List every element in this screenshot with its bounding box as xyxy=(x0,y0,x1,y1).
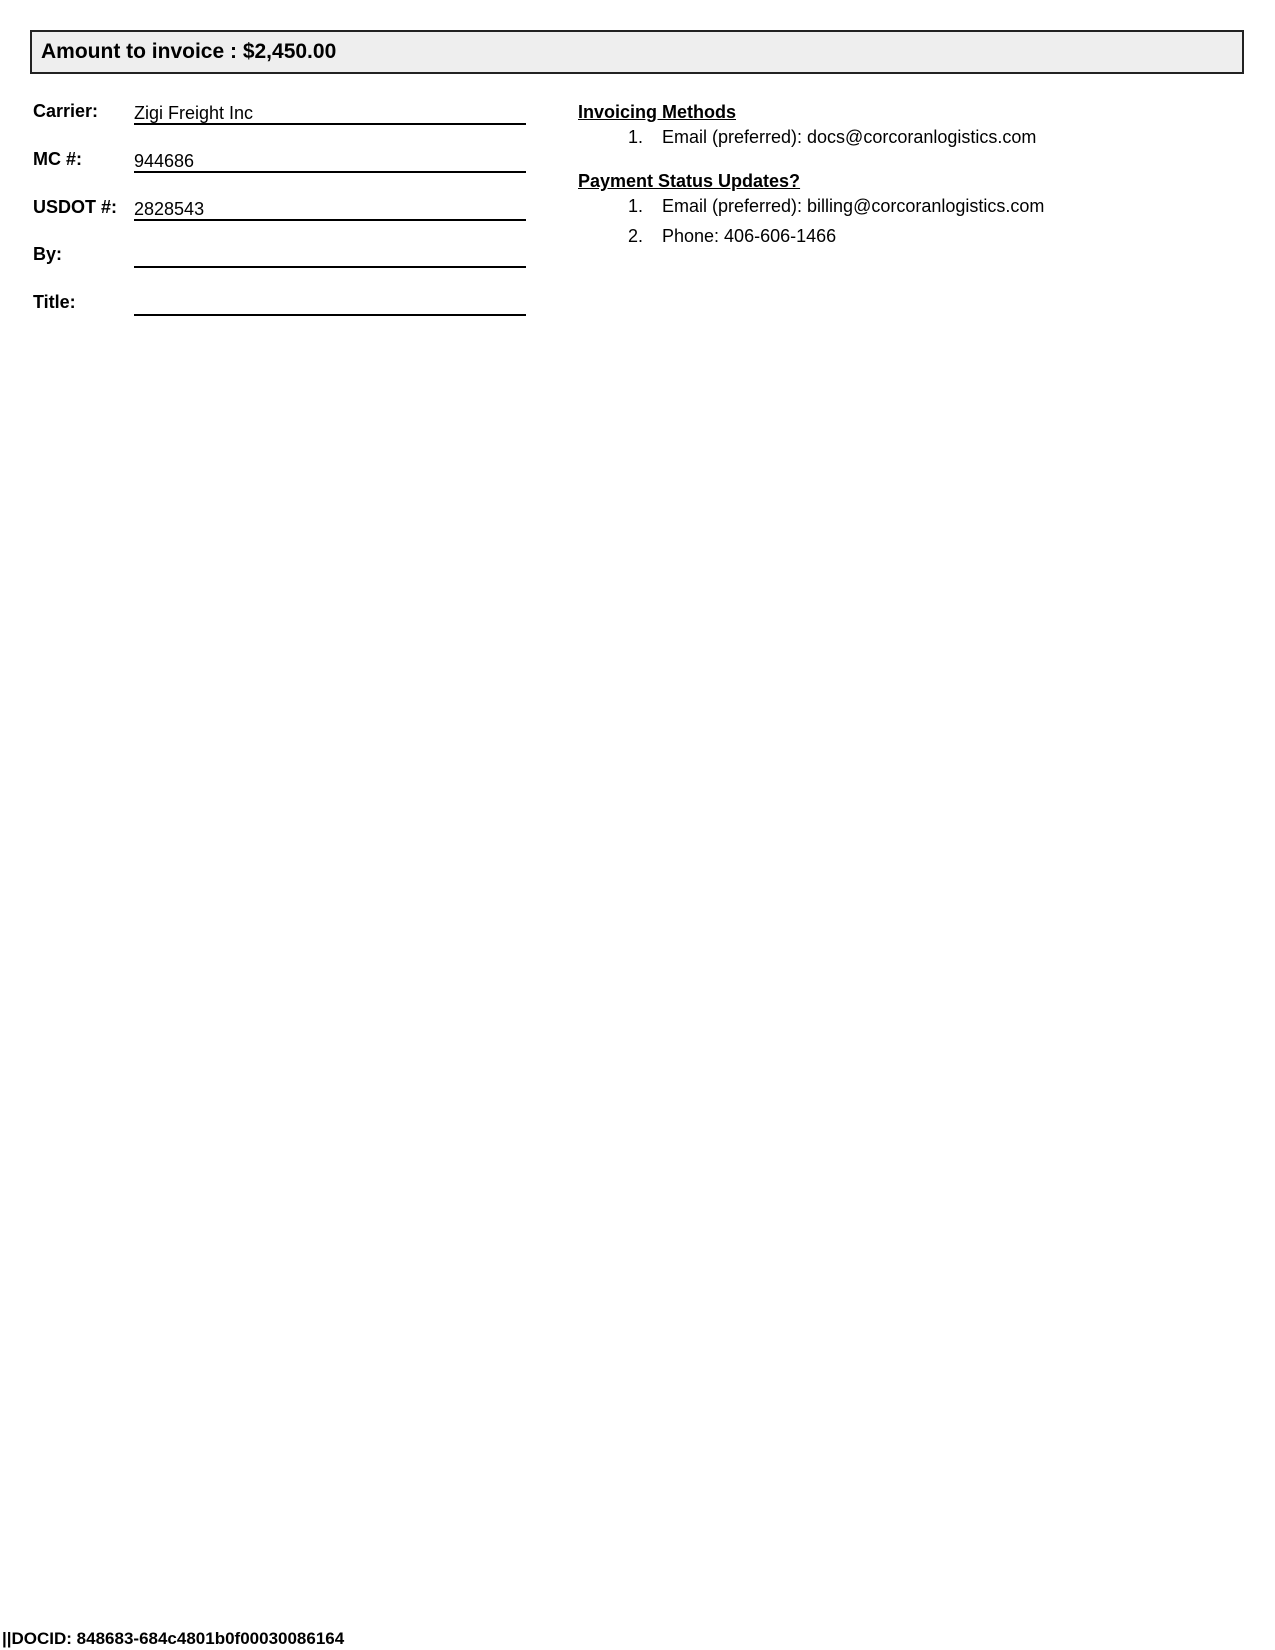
mc-number-label: MC #: xyxy=(33,149,82,169)
document-id-footer: ||DOCID: 848683-684c4801b0f00030086164 xyxy=(2,1629,345,1648)
by-field[interactable] xyxy=(134,244,526,268)
carrier-label: Carrier: xyxy=(33,101,99,121)
title-field[interactable] xyxy=(134,292,526,316)
amount-to-invoice-box xyxy=(30,30,1244,74)
title-label: Title: xyxy=(33,292,76,312)
amount-to-invoice-text: Amount to invoice : $2,450.00 xyxy=(41,40,337,63)
usdot-number-field[interactable]: 2828543 xyxy=(134,197,526,221)
invoicing-methods-heading: Invoicing Methods xyxy=(578,102,737,122)
usdot-number-label: USDOT #: xyxy=(33,197,118,217)
payment-item-number: 1. xyxy=(628,196,644,216)
invoicing-item-number: 1. xyxy=(628,127,644,147)
mc-number-field[interactable]: 944686 xyxy=(134,149,526,173)
invoicing-item-email: Email (preferred): docs@corcoranlogistics.com xyxy=(662,127,1037,147)
payment-status-heading: Payment Status Updates? xyxy=(578,171,801,191)
payment-item-email: Email (preferred): billing@corcoranlogistics.com xyxy=(662,196,1045,216)
payment-item-phone: Phone: 406-606-1466 xyxy=(662,226,837,246)
carrier-field[interactable]: Zigi Freight Inc xyxy=(134,101,526,125)
by-label: By: xyxy=(33,244,63,264)
payment-item-number: 2. xyxy=(628,226,644,246)
